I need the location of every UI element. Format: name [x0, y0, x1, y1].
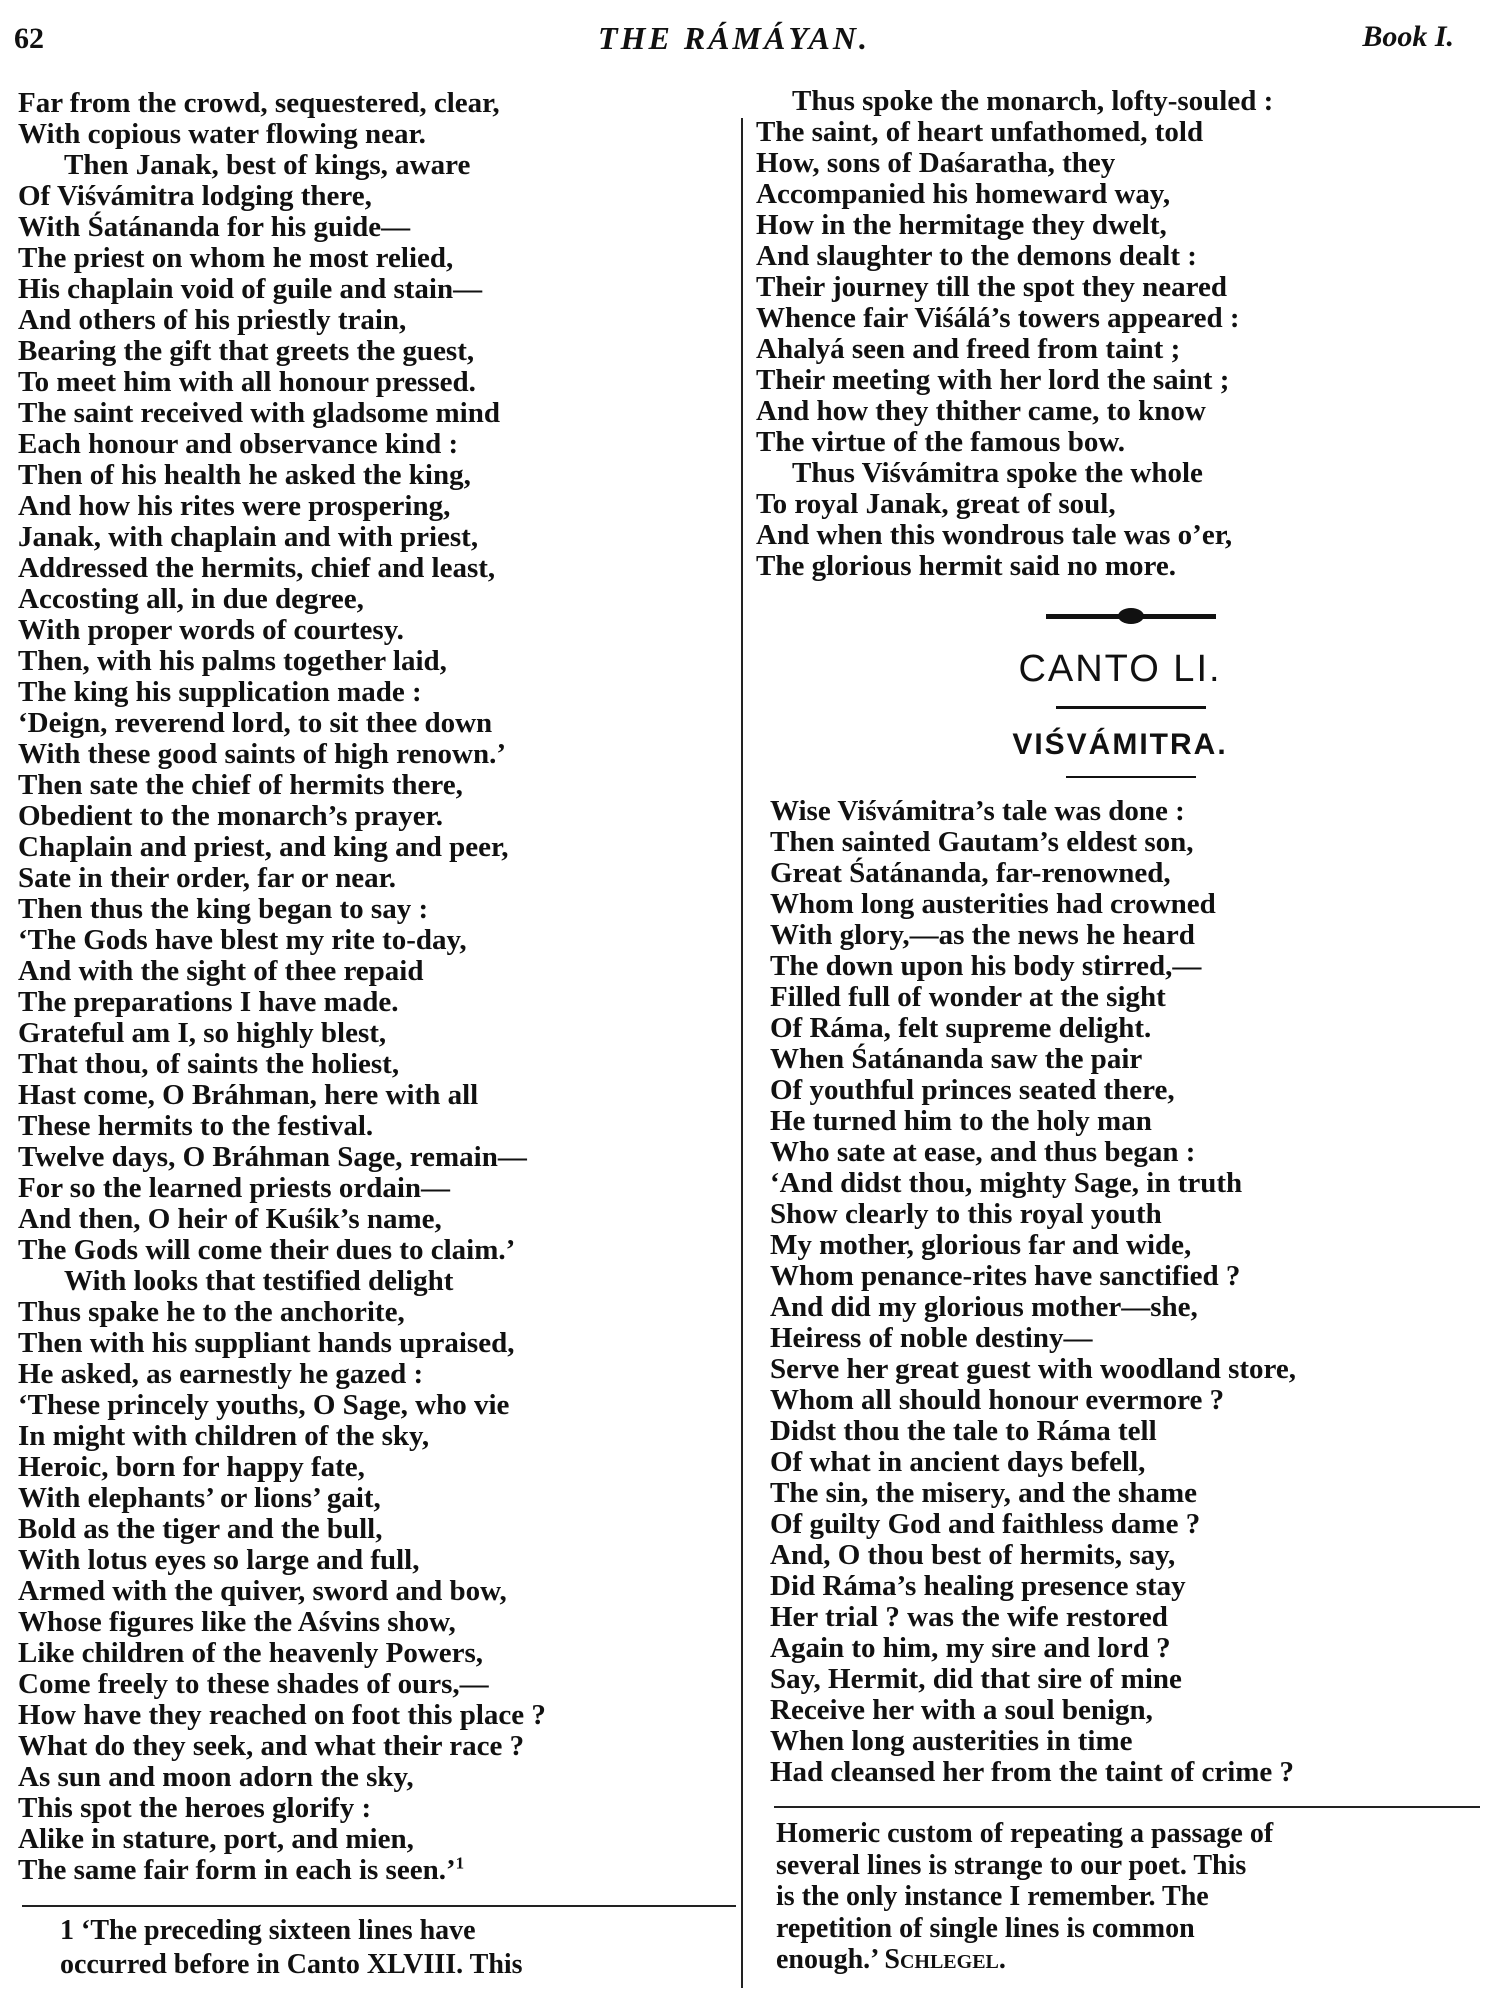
ornamental-rule-center [1118, 608, 1144, 624]
verse-line: Heiress of noble destiny— [770, 1322, 1093, 1354]
footnote-rule-left [22, 1905, 736, 1907]
verse-line: Accompanied his homeward way, [756, 178, 1171, 210]
verse-line: Didst thou the tale to Ráma tell [770, 1415, 1157, 1447]
verse-line: Again to him, my sire and lord ? [770, 1632, 1171, 1664]
book-label: Book I. [1362, 20, 1454, 53]
verse-line: Then sainted Gautam’s eldest son, [770, 826, 1194, 858]
verse-line: He asked, as earnestly he gazed : [18, 1358, 424, 1390]
verse-line: With Śatánanda for his guide— [18, 211, 411, 243]
verse-line: several lines is strange to our poet. This [776, 1849, 1247, 1881]
verse-line: is the only instance I remember. The [776, 1881, 1209, 1912]
verse-line: With lotus eyes so large and full, [18, 1544, 420, 1576]
verse-line: The virtue of the famous bow. [756, 426, 1125, 458]
verse-line: When long austerities in time [770, 1725, 1133, 1757]
verse-line: Heroic, born for happy fate, [18, 1451, 365, 1483]
verse-line: Serve her great guest with woodland store, [770, 1353, 1296, 1385]
verse-line: Her trial ? was the wife restored [770, 1601, 1168, 1633]
verse-line: Of what in ancient days befell, [770, 1446, 1146, 1478]
footnote-left [60, 1914, 740, 1982]
column-divider [741, 118, 743, 1988]
footnote-author: Schlegel. [884, 1944, 1006, 1975]
verse-line: 1 ‘The preceding sixteen lines have [60, 1915, 476, 1946]
verse-line: The down upon his body stirred,— [770, 950, 1202, 982]
verse-line: Alike in stature, port, and mien, [18, 1823, 414, 1855]
verse-line: And how they thither came, to know [756, 395, 1206, 427]
verse-line: Thus Viśvámitra spoke the whole [792, 457, 1203, 489]
verse-line: What do they seek, and what their race ? [18, 1730, 525, 1762]
verse-line: With elephants’ or lions’ gait, [18, 1482, 381, 1514]
verse-line: When Śatánanda saw the pair [770, 1043, 1143, 1075]
verse-line: ‘The Gods have blest my rite to-day, [18, 924, 467, 956]
verse-line: Bearing the gift that greets the guest, [18, 335, 475, 367]
verse-line: Sate in their order, far or near. [18, 862, 397, 894]
verse-line: The priest on whom he most relied, [18, 242, 454, 274]
verse-line: Homeric custom of repeating a passage of [776, 1818, 1274, 1849]
verse-line: Who sate at ease, and thus began : [770, 1136, 1196, 1168]
verse-line: The sin, the misery, and the shame [770, 1477, 1197, 1509]
verse-line: The same fair form in each is seen.’$^1$ [18, 1853, 465, 1886]
page-number: 62 [14, 22, 44, 55]
verse-line: The Gods will come their dues to claim.’ [18, 1234, 516, 1266]
verse-line: Armed with the quiver, sword and bow, [18, 1575, 507, 1607]
verse-line: Then sate the chief of hermits there, [18, 769, 463, 801]
verse-line: Receive her with a soul benign, [770, 1694, 1153, 1726]
verse-line: Of Viśvámitra lodging there, [18, 180, 372, 212]
verse-line: Show clearly to this royal youth [770, 1198, 1162, 1230]
verse-line: This spot the heroes glorify : [18, 1792, 372, 1824]
verse-line: Far from the crowd, sequestered, clear, [18, 87, 500, 119]
verse-line: His chaplain void of guile and stain— [18, 273, 483, 305]
verse-line: He turned him to the holy man [770, 1105, 1152, 1137]
verse-line: Each honour and observance kind : [18, 428, 459, 460]
verse-line: With glory,—as the news he heard [770, 919, 1195, 951]
verse-line: Addressed the hermits, chief and least, [18, 552, 496, 584]
verse-line: And with the sight of thee repaid [18, 955, 424, 987]
verse-line: Thus spoke the monarch, lofty-souled : [792, 85, 1274, 117]
verse-line: That thou, of saints the holiest, [18, 1048, 400, 1080]
verse-line: And how his rites were prospering, [18, 490, 451, 522]
verse-line: To royal Janak, great of soul, [756, 488, 1116, 520]
verse-line: Twelve days, O Bráhman Sage, remain— [18, 1141, 527, 1173]
verse-line: With copious water flowing near. [18, 118, 426, 150]
verse-line: Chaplain and priest, and king and peer, [18, 831, 509, 863]
verse-line: Then Janak, best of kings, aware [64, 149, 471, 181]
verse-line: Then of his health he asked the king, [18, 459, 471, 491]
verse-line: Say, Hermit, did that sire of mine [770, 1663, 1182, 1695]
verse-line: Grateful am I, so highly blest, [18, 1017, 387, 1049]
verse-line: The saint received with gladsome mind [18, 397, 500, 429]
verse-line: Of guilty God and faithless dame ? [770, 1508, 1201, 1540]
verse-line: The glorious hermit said no more. [756, 550, 1176, 582]
verse-line: Whom all should honour evermore ? [770, 1384, 1225, 1416]
verse-line: Come freely to these shades of ours,— [18, 1668, 489, 1700]
verse-line: These hermits to the festival. [18, 1110, 374, 1142]
verse-line: ‘Deign, reverend lord, to sit thee down [18, 707, 493, 739]
footnote-rule-right [774, 1806, 1480, 1808]
verse-line: And then, O heir of Kuśik’s name, [18, 1203, 442, 1235]
verse-line: occurred before in Canto XLVIII. This [60, 1949, 523, 1980]
verse-line: Great Śatánanda, far-renowned, [770, 857, 1171, 889]
verse-line: enough.’ Schlegel. [776, 1944, 1006, 1975]
verse-line: Their meeting with her lord the saint ; [756, 364, 1230, 396]
verse-line: How have they reached on foot this place ? [18, 1699, 546, 1731]
verse-line: The preparations I have made. [18, 986, 399, 1018]
verse-line: Their journey till the spot they neared [756, 271, 1227, 303]
verse-line: And others of his priestly train, [18, 304, 407, 336]
verse-line: Hast come, O Bráhman, here with all [18, 1079, 479, 1111]
verse-line: Of youthful princes seated there, [770, 1074, 1175, 1106]
verse-line: For so the learned priests ordain— [18, 1172, 451, 1204]
verse-line: The saint, of heart unfathomed, told [756, 116, 1204, 148]
canto-title-rule [1056, 706, 1206, 709]
verse-line: Whom long austerities had crowned [770, 888, 1216, 920]
verse-line: Thus spake he to the anchorite, [18, 1296, 405, 1328]
verse-line: Like children of the heavenly Powers, [18, 1637, 484, 1669]
page-header [14, 16, 1454, 66]
verse-line: Janak, with chaplain and with priest, [18, 521, 479, 553]
verse-line: With these good saints of high renown.’ [18, 738, 506, 770]
verse-line: In might with children of the sky, [18, 1420, 430, 1452]
canto-subtitle: VIŚVÁMITRA. [1012, 728, 1228, 761]
running-title: THE RÁMÁYAN. [598, 20, 870, 56]
verse-line: With looks that testified delight [64, 1265, 454, 1297]
verse-line: As sun and moon adorn the sky, [18, 1761, 414, 1793]
canto-verse [770, 796, 1482, 1788]
verse-line: Then, with his palms together laid, [18, 645, 447, 677]
verse-line: My mother, glorious far and wide, [770, 1229, 1192, 1261]
verse-line: Did Ráma’s healing presence stay [770, 1570, 1186, 1602]
verse-line: ‘And didst thou, mighty Sage, in truth [770, 1167, 1243, 1199]
verse-line: Wise Viśvámitra’s tale was done : [770, 795, 1185, 827]
right-column-verse [756, 86, 1482, 582]
verse-line: repetition of single lines is common [776, 1912, 1195, 1944]
left-column-verse [18, 88, 736, 1886]
verse-line: With proper words of courtesy. [18, 614, 404, 646]
verse-line: Whose figures like the Aśvins show, [18, 1606, 456, 1638]
verse-line: Ahalyá seen and freed from taint ; [756, 333, 1181, 365]
verse-line: Then thus the king began to say : [18, 893, 429, 925]
verse-line: How, sons of Daśaratha, they [756, 147, 1116, 179]
verse-line: Obedient to the monarch’s prayer. [18, 800, 444, 832]
footnote-right [776, 1818, 1482, 1976]
verse-line: The king his supplication made : [18, 676, 422, 708]
verse-line: And, O thou best of hermits, say, [770, 1539, 1176, 1571]
verse-line: To meet him with all honour pressed. [18, 366, 476, 398]
verse-line: Of Ráma, felt supreme delight. [770, 1012, 1152, 1044]
verse-line: Accosting all, in due degree, [18, 583, 364, 615]
verse-line: And did my glorious mother—she, [770, 1291, 1198, 1323]
verse-line: ‘These princely youths, O Sage, who vie [18, 1389, 510, 1421]
verse-line: Filled full of wonder at the sight [770, 981, 1166, 1013]
verse-line: Bold as the tiger and the bull, [18, 1513, 383, 1545]
canto-title: CANTO LI. [1018, 648, 1222, 690]
verse-line: And slaughter to the demons dealt : [756, 240, 1197, 272]
verse-line: Whom penance-rites have sanctified ? [770, 1260, 1241, 1292]
canto-subtitle-rule [1066, 776, 1196, 778]
verse-line: Then with his suppliant hands upraised, [18, 1327, 515, 1359]
verse-line: Had cleansed her from the taint of crime ? [770, 1756, 1295, 1788]
footnote-marker: 1 [455, 1853, 465, 1873]
verse-line: How in the hermitage they dwelt, [756, 209, 1167, 241]
verse-line: And when this wondrous tale was o’er, [756, 519, 1233, 551]
verse-line: Whence fair Viśálá’s towers appeared : [756, 302, 1240, 334]
